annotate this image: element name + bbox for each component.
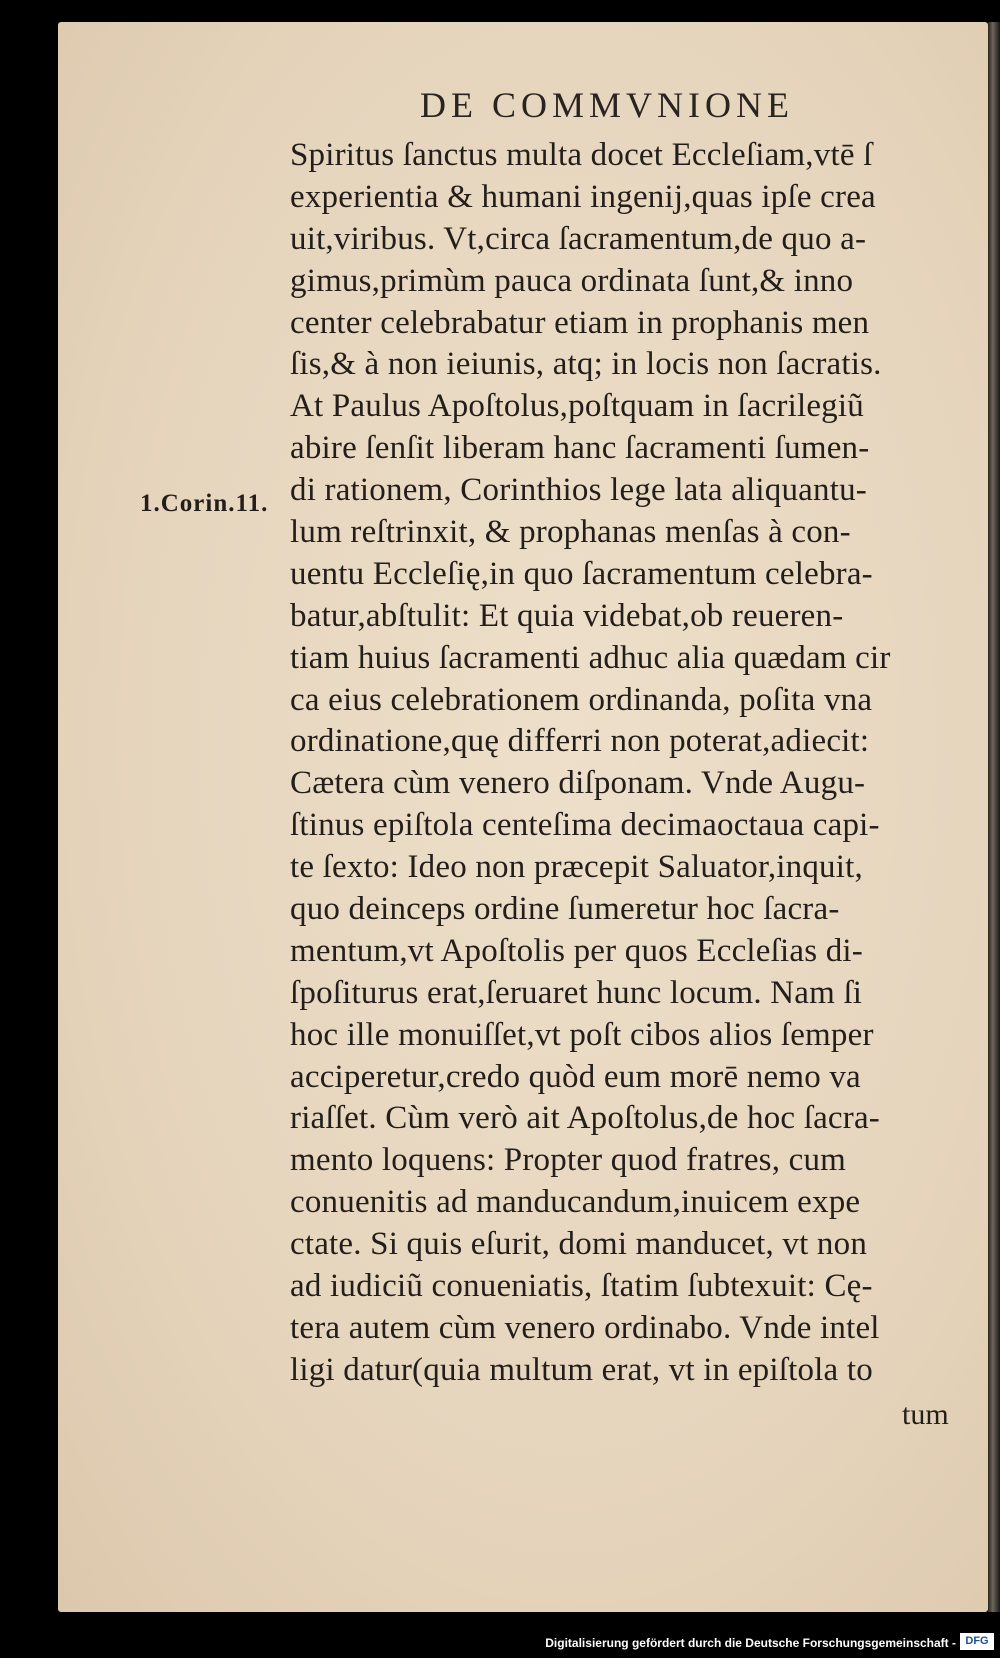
text-line: acciperetur,credo quòd eum morē nemo va [290, 1058, 861, 1095]
footer-bar [0, 1612, 1000, 1658]
text-line: tiam huius ſacramenti adhuc alia quædam cir [290, 639, 891, 676]
text-line: lum reſtrinxit, & prophanas menſas à con- [290, 514, 851, 551]
text-line: Cætera cùm venero diſponam. Vnde Augu- [290, 765, 866, 802]
text-line: ad iudiciũ conueniatis, ſtatim ſubtexuit: Cę- [290, 1268, 873, 1305]
text-line: mentum,vt Apoſtolis per quos Eccleſias di- [290, 932, 863, 969]
text-line: batur,abſtulit: Et quia videbat,ob reueren- [290, 597, 844, 634]
text-block [290, 134, 990, 1391]
text-line: ctate. Si quis eſurit, domi manducet, vt non [290, 1226, 868, 1263]
text-line: mento loquens: Propter quod fratres, cum [290, 1142, 847, 1179]
text-line: tera autem cùm venero ordinabo. Vnde intel [290, 1309, 880, 1346]
text-line: uentu Eccleſię,in quo ſacramentum celebra- [290, 555, 873, 592]
running-head: DE COMMVNIONE [420, 85, 794, 125]
text-line: center celebrabatur etiam in prophanis men [290, 304, 870, 341]
text-line: di rationem, Corinthios lege lata aliquantu- [290, 472, 867, 509]
text-line: abire ſenſit liberam hanc ſacramenti ſumen- [290, 430, 870, 467]
text-line: Spiritus ſanctus multa docet Eccleſiam,vtē ſ [290, 137, 873, 173]
text-line: uit,viribus. Vt,circa ſacramentum,de quo a- [290, 220, 867, 257]
margin-note: 1.Corin.11. [140, 490, 269, 517]
text-line: gimus,primùm pauca ordinata ſunt,& inno [290, 262, 854, 299]
text-line: conuenitis ad manducandum,inuicem expe [290, 1184, 861, 1221]
text-line: ſpoſiturus erat,ſeruaret hunc locum. Nam ſi [290, 974, 863, 1011]
text-line: ſtinus epiſtola centeſima decimaoctaua capi- [290, 807, 880, 844]
text-line: ſis,& à non ieiunis, atq; in locis non ſacratis. [290, 346, 882, 383]
text-line: ordinatione,quę differri non poterat,adiecit: [290, 723, 870, 760]
text-line: te ſexto: Ideo non præcepit Saluator,inquit, [290, 849, 863, 886]
funding-credit: Digitalisierung gefördert durch die Deutsche Forschungsgemeinschaft - [545, 1636, 956, 1650]
text-line: ligi datur(quia multum erat, vt in epiſtola to [290, 1351, 873, 1388]
dfg-logo: DFG [960, 1633, 994, 1650]
text-line: riaſſet. Cùm verò ait Apoſtolus,de hoc ſacra- [290, 1100, 880, 1137]
catchword: tum [902, 1398, 949, 1431]
text-line: hoc ille monuiſſet,vt poſt cibos alios ſemper [290, 1016, 874, 1053]
text-line: quo deinceps ordine ſumeretur hoc ſacra- [290, 891, 840, 928]
text-line: At Paulus Apoſtolus,poſtquam in ſacrilegiũ [290, 388, 864, 425]
text-line: experientia & humani ingenij,quas ipſe crea [290, 178, 876, 215]
text-line: ca eius celebrationem ordinanda, poſita vna [290, 681, 873, 718]
